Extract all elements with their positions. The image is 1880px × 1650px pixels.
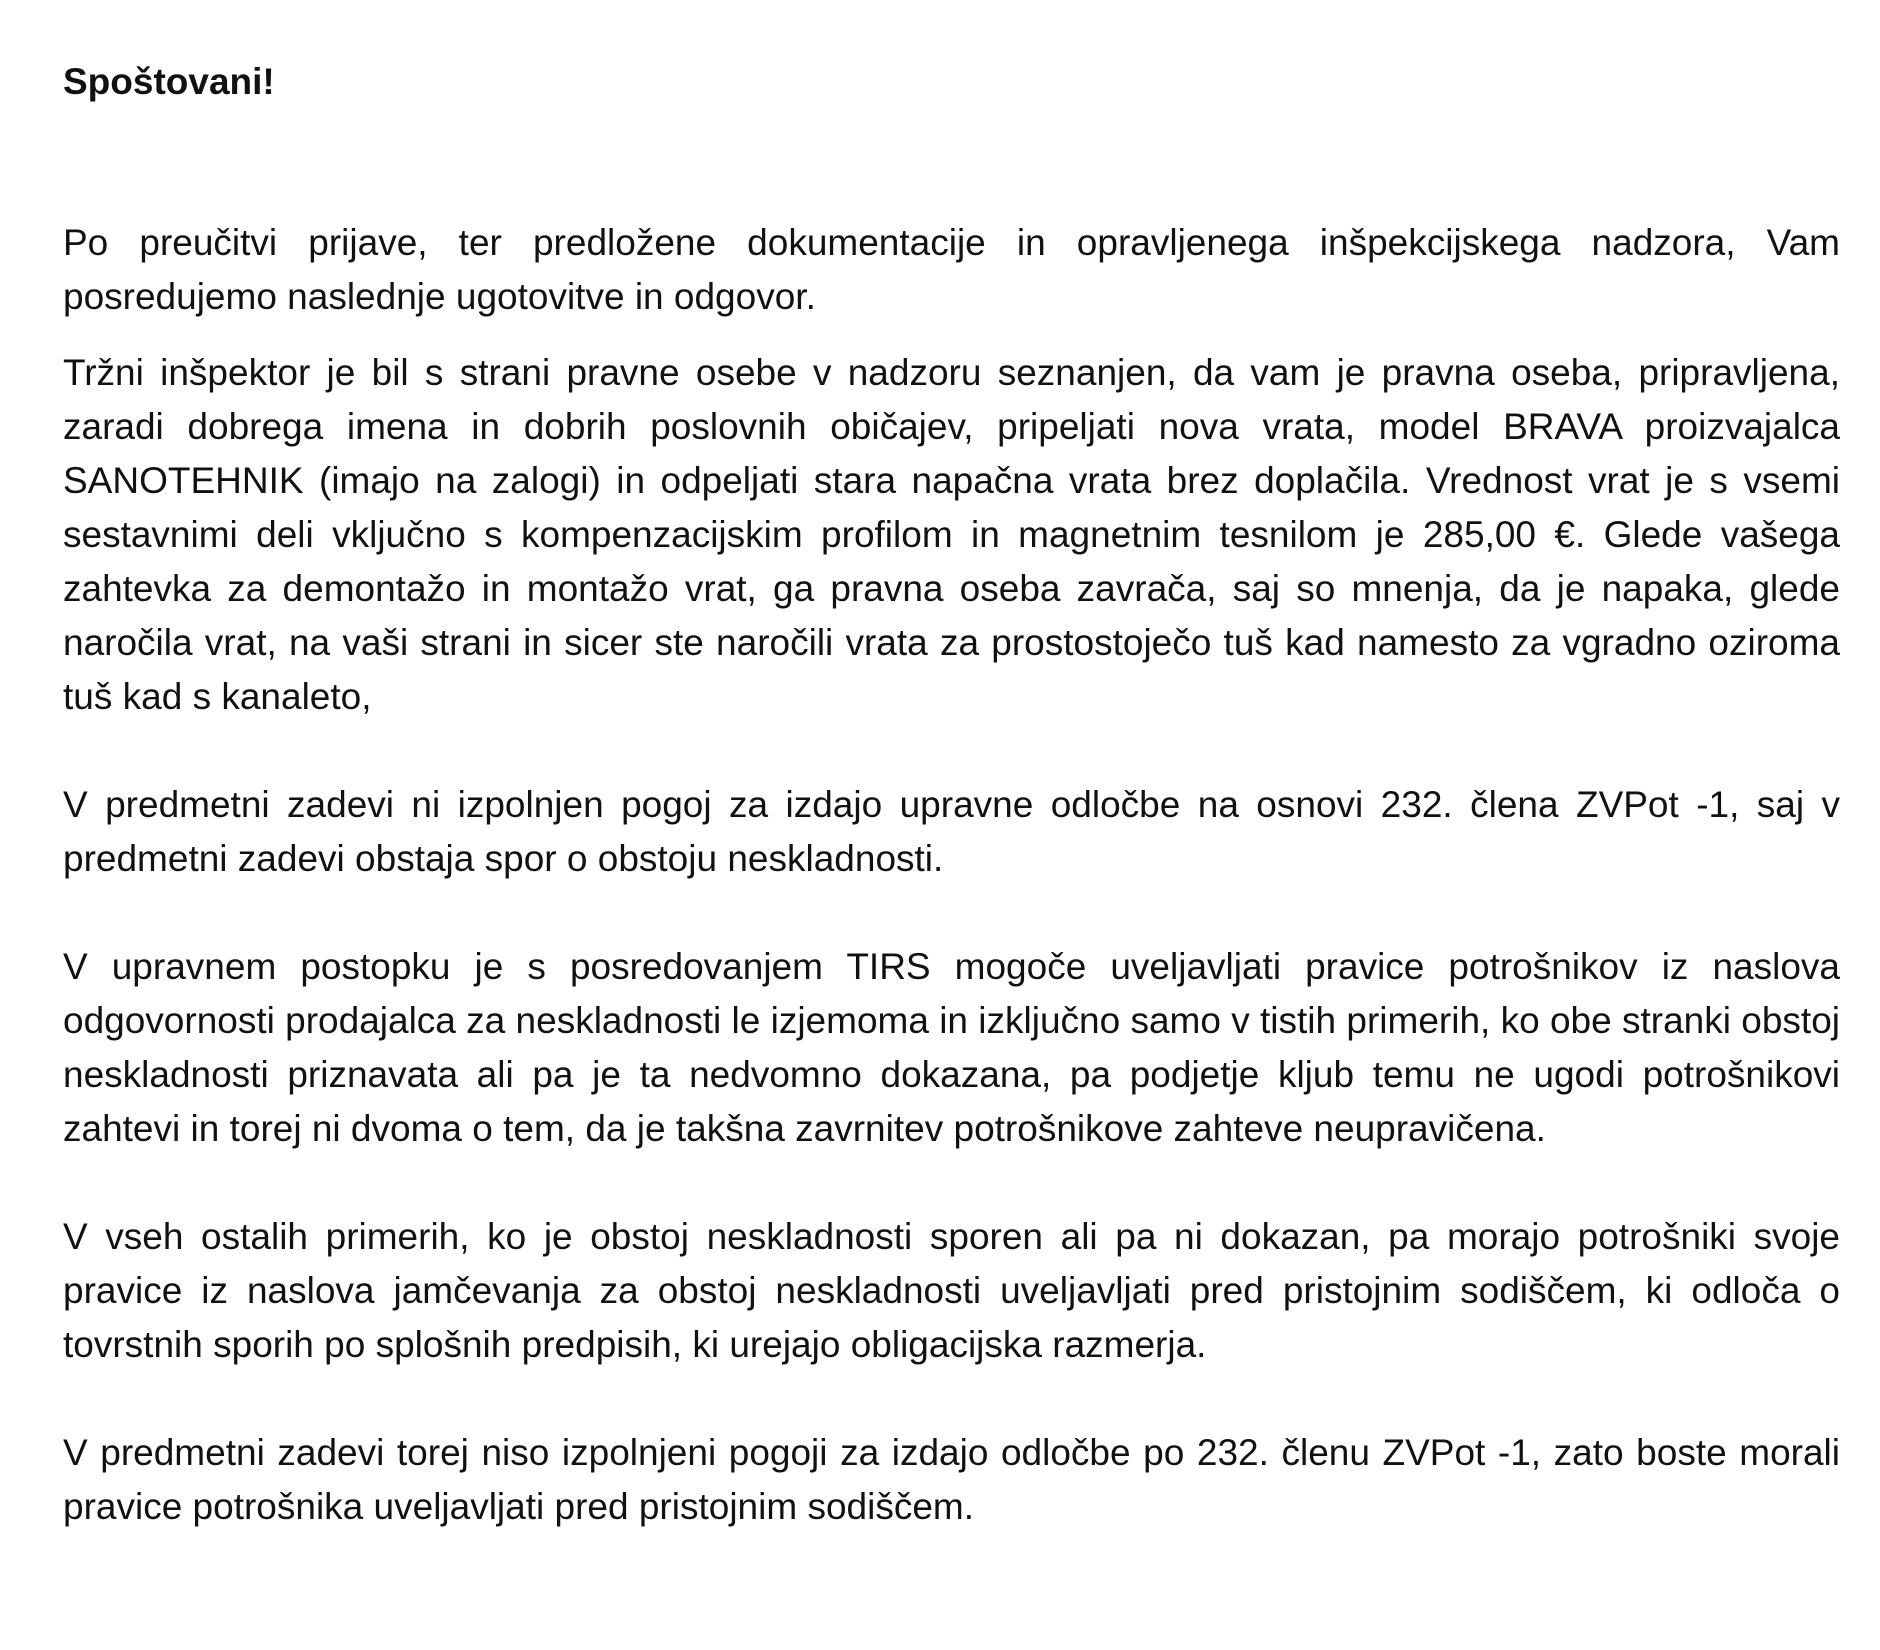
letter-body <box>63 58 1840 1534</box>
paragraph-conclusion: V predmetni zadevi torej niso izpolnjeni pogoji za izdajo odločbe po 232. členu ZVPot -1, zato boste morali pravice potrošnika uveljavljati pred pristojnim sodiščem. <box>63 1432 1840 1527</box>
paragraph-procedure: V upravnem postopku je s posredovanjem TIRS mogoče uveljavljati pravice potrošnikov iz naslova odgovornosti prodajalca za neskladnosti le izjemoma in izključno samo v tistih primerih, ko obe stranki obstoj neskladnosti priznavata ali pa je ta nedvomno dokazana, pa podjetje kljub temu ne ugodi potrošnikovi zahtevi in torej ni dvoma o tem, da je takšna zavrnitev potrošnikove zahteve neupravičena. <box>63 946 1840 1149</box>
paragraph-other-cases: V vseh ostalih primerih, ko je obstoj neskladnosti sporen ali pa ni dokazan, pa morajo potrošniki svoje pravice iz naslova jamčevanja za obstoj neskladnosti uveljavljati pred pristojnim sodiščem, ki odloča o tovrstnih sporih po splošnih predpisih, ki urejajo obligacijska razmerja. <box>63 1216 1840 1365</box>
paragraph-intro: Po preučitvi prijave, ter predložene dokumentacije in opravljenega inšpekcijskega nadzora, Vam posredujemo naslednje ugotovitve in odgovor. <box>63 222 1840 317</box>
paragraph-condition: V predmetni zadevi ni izpolnjen pogoj za izdajo upravne odločbe na osnovi 232. člena ZVPot -1, saj v predmetni zadevi obstaja spor o obstoju neskladnosti. <box>63 784 1840 879</box>
paragraph-findings: Tržni inšpektor je bil s strani pravne osebe v nadzoru seznanjen, da vam je pravna oseba, pripravljena, zaradi dobrega imena in dobrih poslovnih običajev, pripeljati nova vrata, model BRAVA proizvajalca SANOTEHNIK (imajo na zalogi) in odpeljati stara napačna vrata brez doplačila. Vrednost vrat je s vsemi sestavnimi deli vključno s kompenzacijskim profilom in magnetnim tesnilom je 285,00 €. Glede vašega zahtevka za demontažo in montažo vrat, ga pravna oseba zavrača, saj so mnenja, da je napaka, glede naročila vrat, na vaši strani in sicer ste naročili vrata za prostostoječo tuš kad namesto za vgradno oziroma tuš kad s kanaleto, <box>63 352 1840 717</box>
greeting: Spoštovani! <box>63 61 275 102</box>
